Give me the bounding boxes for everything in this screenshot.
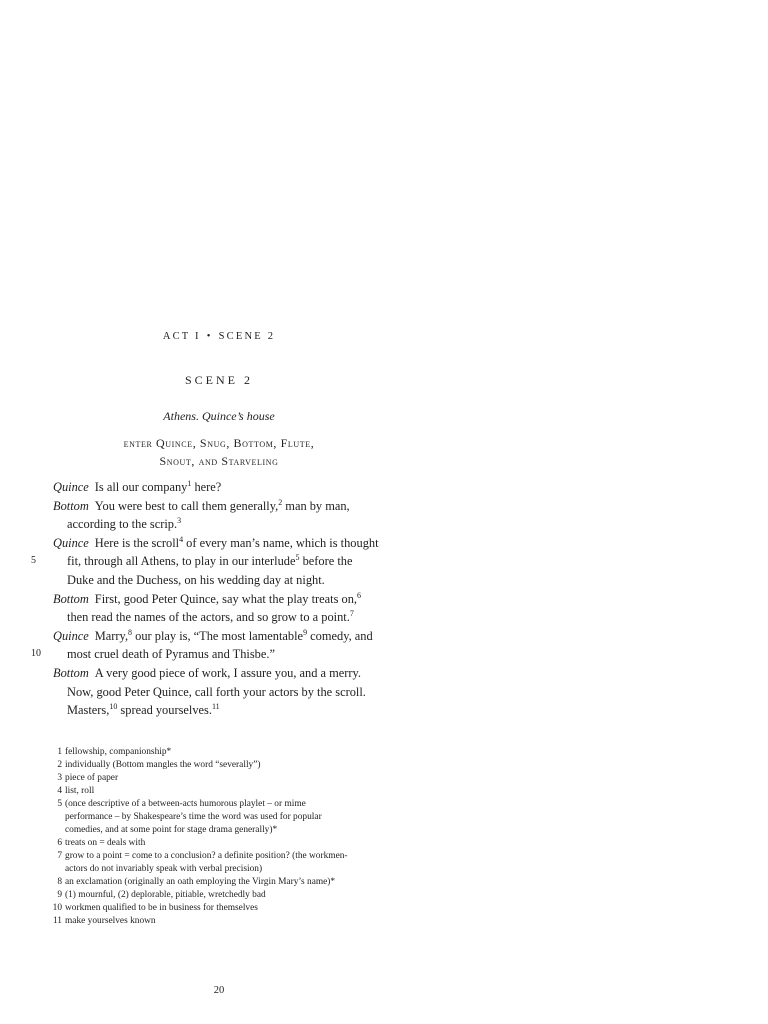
line-text: of every man’s name, which is thought bbox=[183, 535, 379, 550]
footnote-text: workmen qualified to be in business for themselves bbox=[65, 903, 258, 913]
footnote bbox=[52, 746, 171, 759]
running-head-act: ACT I bbox=[162, 331, 201, 342]
running-head bbox=[0, 331, 438, 342]
line-text: fit, through all Athens, to play in our interlude bbox=[67, 554, 296, 569]
line-text: most cruel death of Pyramus and Thisbe.” bbox=[67, 647, 275, 662]
line-text: man by man, bbox=[282, 498, 350, 513]
line-text: here? bbox=[191, 480, 222, 494]
footnote-text: piece of paper bbox=[65, 773, 119, 783]
footnote-number: 5 bbox=[57, 799, 62, 809]
footnote-text: make yourselves known bbox=[65, 916, 156, 926]
speaker-name: Quince bbox=[53, 480, 89, 494]
play-line bbox=[53, 590, 361, 609]
running-head-scene: SCENE 2 bbox=[218, 331, 276, 342]
footnote-text: treats on = deals with bbox=[65, 838, 146, 848]
scene-title: SCENE 2 bbox=[184, 373, 253, 387]
footnote-marker: 8 bbox=[128, 627, 133, 637]
play-line bbox=[67, 571, 325, 590]
speaker-name: Quince bbox=[53, 535, 89, 550]
footnote-number: 3 bbox=[57, 773, 62, 783]
line-text: Now, good Peter Quince, call forth your actors by the scroll. bbox=[67, 684, 366, 699]
play-line bbox=[67, 552, 353, 571]
play-line bbox=[67, 645, 275, 664]
footnote-number: 7 bbox=[57, 851, 62, 861]
play-line bbox=[53, 627, 373, 646]
footnote bbox=[52, 915, 156, 928]
line-text: according to the scrip. bbox=[67, 517, 178, 532]
footnote-marker: 2 bbox=[278, 497, 283, 507]
running-head-separator: • bbox=[206, 331, 213, 342]
footnote bbox=[52, 785, 94, 798]
play-line bbox=[67, 608, 354, 627]
stage-direction-line: enter Quince, Snug, Bottom, Flute, bbox=[123, 436, 315, 450]
footnote-text: individually (Bottom mangles the word “severally”) bbox=[65, 760, 261, 770]
footnote bbox=[52, 759, 261, 772]
footnote-marker: 5 bbox=[295, 553, 300, 563]
footnote-text: performance – by Shakespeare’s time the word was used for popular bbox=[65, 812, 322, 822]
footnote-number: 1 bbox=[57, 747, 62, 757]
line-text: Marry, bbox=[94, 628, 129, 643]
play-line bbox=[53, 478, 221, 497]
line-text: Is all our company bbox=[94, 480, 188, 494]
footnote-text: an exclamation (originally an oath employing the Virgin Mary’s name)* bbox=[65, 877, 336, 887]
footnote-marker: 4 bbox=[179, 534, 184, 544]
footnote-number: 4 bbox=[57, 786, 62, 796]
line-text: First, good Peter Quince, say what the play treats on, bbox=[94, 591, 358, 606]
footnote-marker: 10 bbox=[109, 702, 118, 712]
line-text: comedy, and bbox=[307, 628, 373, 643]
footnote-number: 2 bbox=[57, 760, 62, 770]
stage-direction-line: Snout, and Starveling bbox=[159, 454, 279, 468]
line-text: Masters, bbox=[67, 703, 110, 718]
footnote-marker: 9 bbox=[303, 627, 308, 637]
speaker-name: Bottom bbox=[53, 666, 89, 680]
scene-setting: Athens. Quince’s house bbox=[163, 409, 275, 423]
line-text: Here is the scroll bbox=[94, 535, 180, 550]
line-text: Duke and the Duchess, on his wedding day at night. bbox=[67, 573, 325, 587]
footnote-number: 9 bbox=[57, 890, 62, 900]
footnote bbox=[52, 772, 118, 785]
footnote-number: 11 bbox=[52, 916, 62, 926]
line-text: our play is, “The most lamentable bbox=[132, 628, 304, 643]
footnote-marker: 6 bbox=[357, 590, 362, 600]
footnote bbox=[52, 837, 145, 850]
footnote-number: 6 bbox=[57, 838, 62, 848]
play-line bbox=[53, 534, 379, 553]
footnote-text: grow to a point = come to a conclusion? a definite position? (the workmen- bbox=[65, 851, 348, 861]
page-number: 20 bbox=[213, 985, 225, 996]
speaker-name: Bottom bbox=[53, 498, 89, 513]
footnote-marker: 11 bbox=[211, 702, 220, 712]
footnote-marker: 3 bbox=[177, 516, 182, 526]
speaker-name: Quince bbox=[53, 628, 89, 643]
footnote bbox=[52, 850, 348, 863]
footnote-text: (once descriptive of a between-acts humorous playlet – or mime bbox=[65, 799, 306, 809]
footnote-marker: 7 bbox=[349, 609, 354, 619]
footnote bbox=[52, 876, 335, 889]
line-text: spread yourselves. bbox=[117, 703, 212, 718]
line-text: before the bbox=[299, 554, 353, 569]
footnote bbox=[65, 811, 322, 824]
footnote-number: 8 bbox=[57, 877, 62, 887]
footnote-text: comedies, and at some point for stage drama generally)* bbox=[65, 825, 278, 835]
footnote bbox=[52, 798, 306, 811]
line-number: 5 bbox=[31, 555, 36, 567]
speaker-name: Bottom bbox=[53, 591, 89, 606]
play-line bbox=[67, 683, 366, 702]
footnote-text: (1) mournful, (2) deplorable, pitiable, wretchedly bad bbox=[65, 890, 266, 900]
footnote bbox=[52, 889, 266, 902]
footnote-text: actors do not invariably speak with verbal precision) bbox=[65, 864, 263, 874]
footnote bbox=[65, 863, 262, 876]
play-line bbox=[53, 664, 361, 683]
footnote-text: fellowship, companionship* bbox=[65, 747, 172, 757]
footnote bbox=[52, 902, 258, 915]
line-text: then read the names of the actors, and so grow to a point. bbox=[67, 610, 350, 625]
footnote-text: list, roll bbox=[65, 786, 95, 796]
line-text: A very good piece of work, I assure you, and a merry. bbox=[94, 666, 361, 680]
line-text: You were best to call them generally, bbox=[94, 498, 279, 513]
line-number: 10 bbox=[31, 648, 41, 660]
footnote-number: 10 bbox=[52, 903, 62, 913]
play-line bbox=[67, 515, 181, 534]
footnote bbox=[65, 824, 277, 837]
play-line bbox=[53, 497, 350, 516]
stage-direction bbox=[0, 434, 438, 470]
footnote-marker: 1 bbox=[187, 478, 192, 488]
play-line bbox=[67, 701, 220, 720]
